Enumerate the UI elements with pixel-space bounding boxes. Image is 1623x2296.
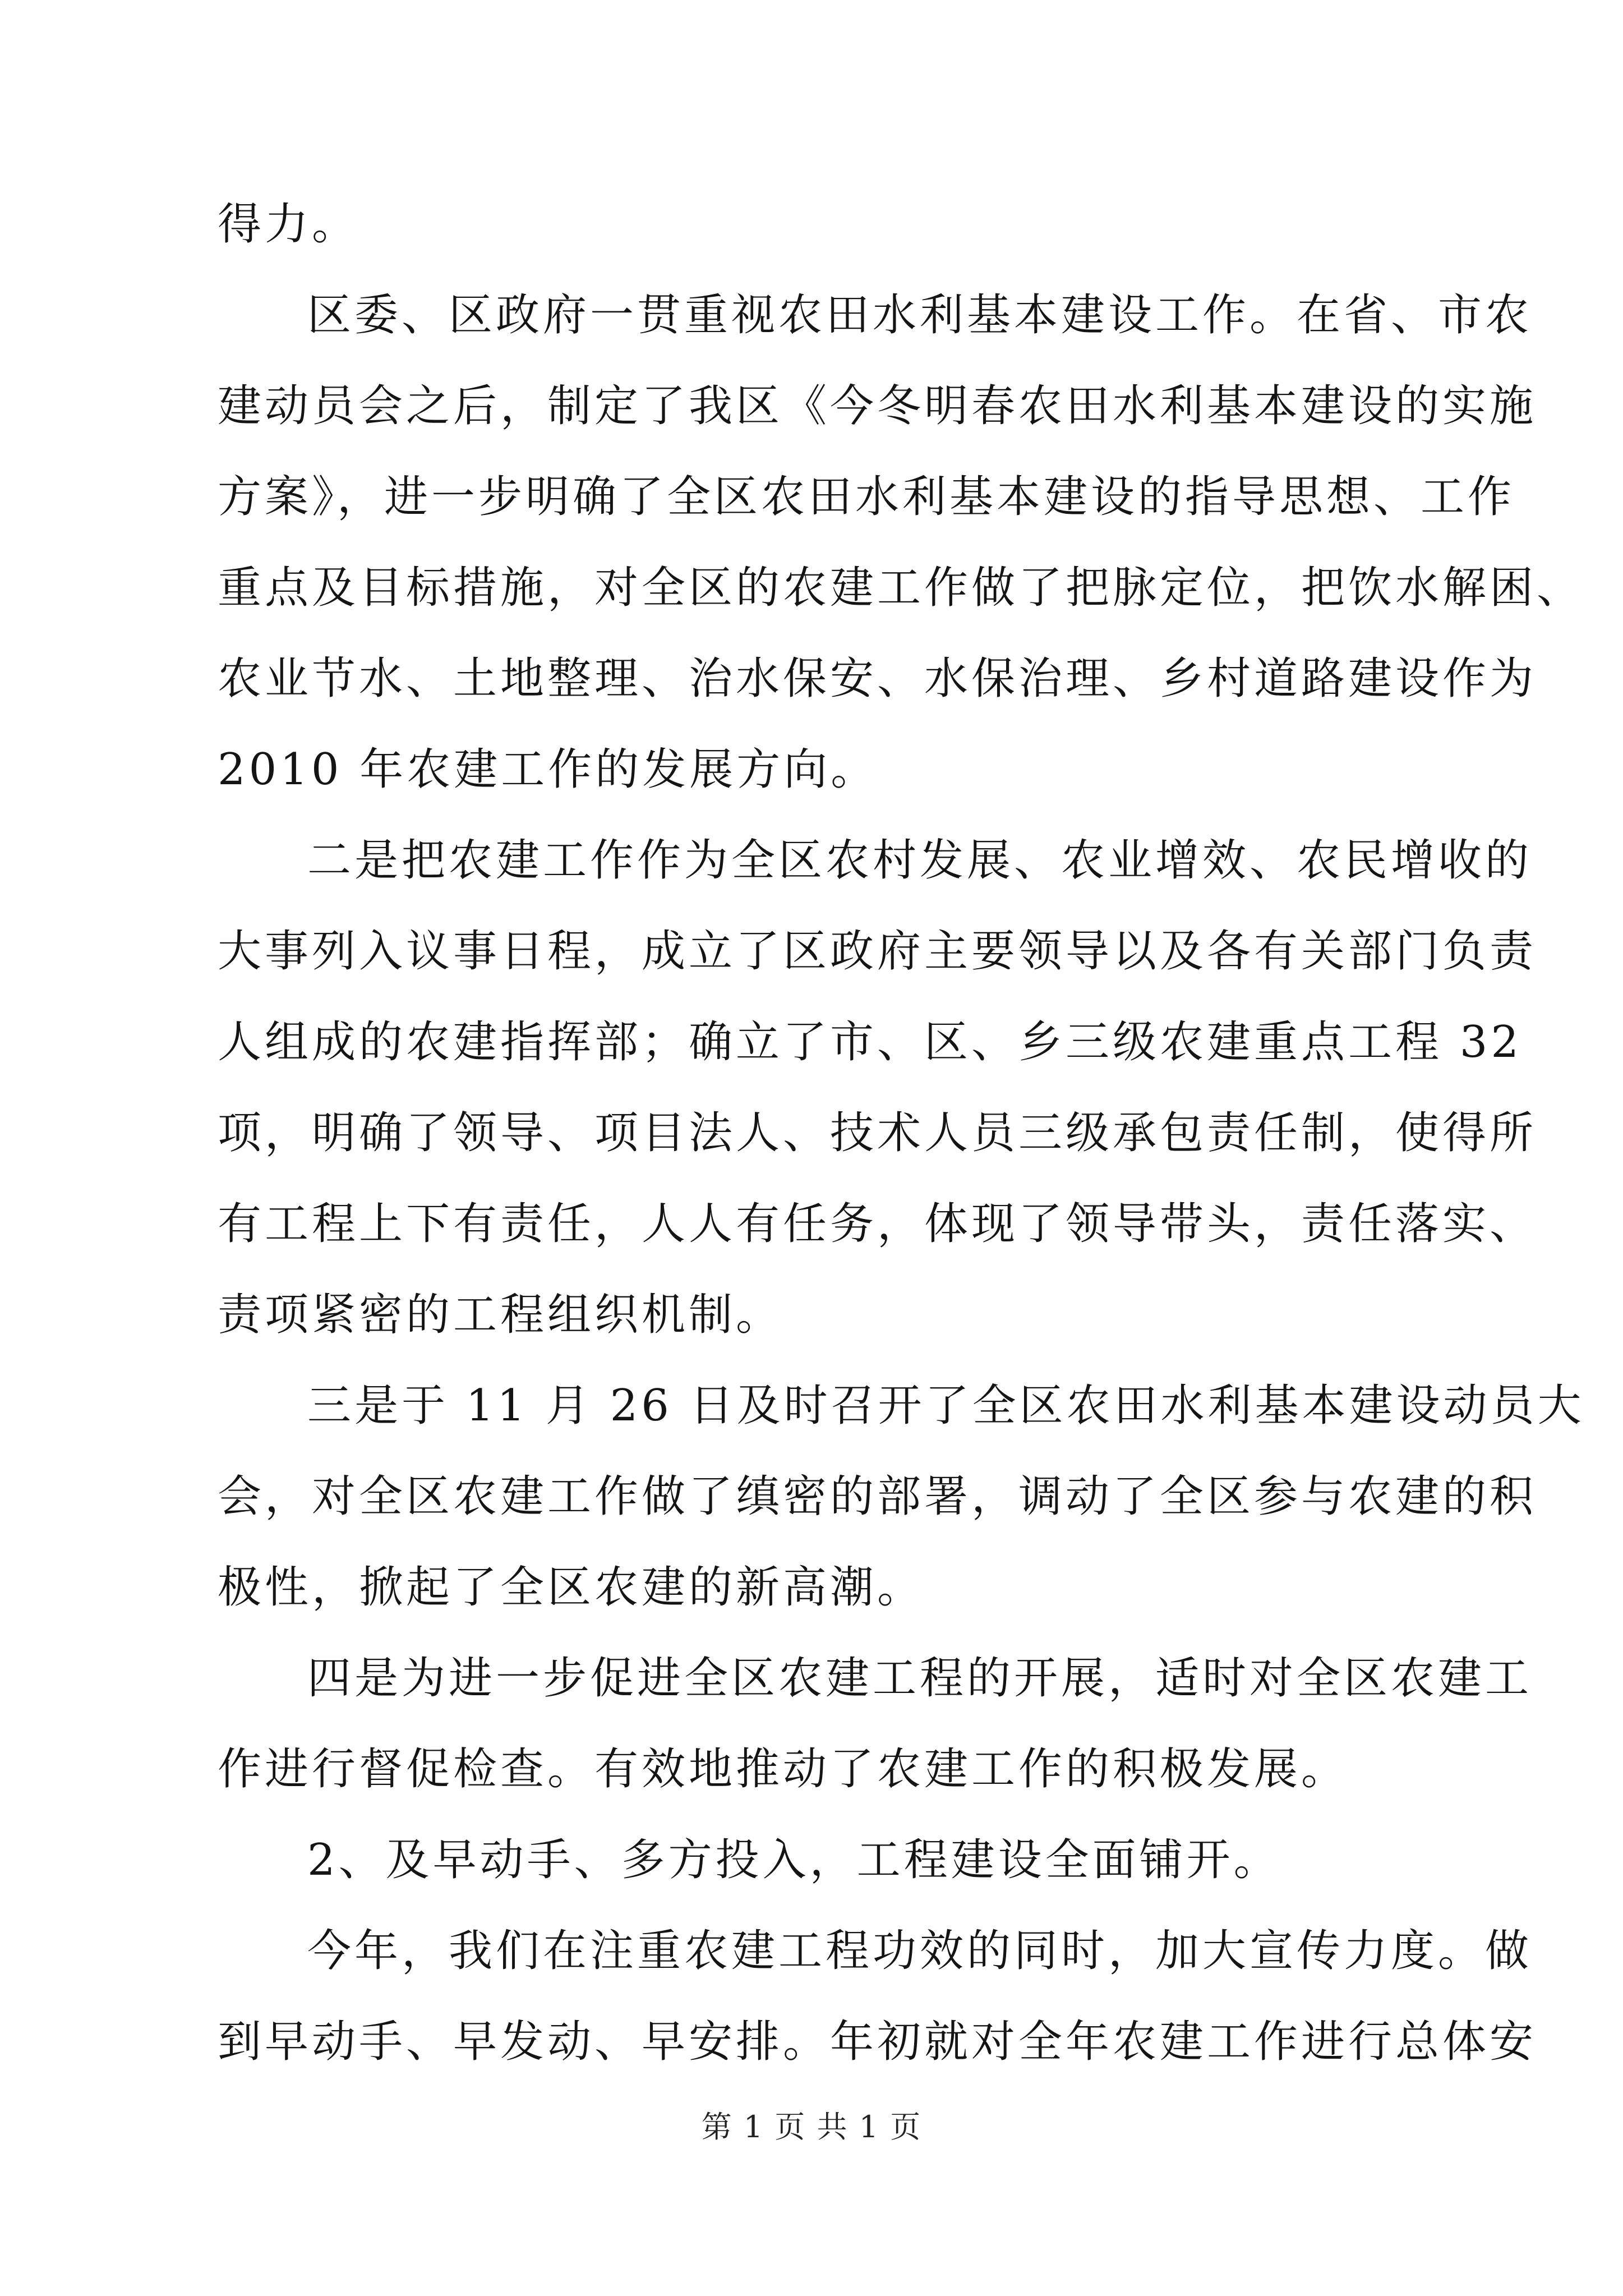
text-line: 2、及早动手、多方投入，工程建设全面铺开。 — [307, 1835, 1281, 1885]
text-line: 会，对全区农建工作做了缜密的部署，调动了全区参与农建的积 — [218, 1471, 1537, 1522]
text-line: 今年，我们在注重农建工程功效的同时，加大宣传力度。做 — [307, 1926, 1533, 1976]
text-line: 得力。 — [218, 199, 359, 250]
text-line: 大事列入议事日程，成立了区政府主要领导以及各有关部门负责 — [218, 926, 1537, 977]
text-line: 到早动手、早发动、早安排。年初就对全年农建工作进行总体安 — [218, 2017, 1537, 2067]
text-line: 有工程上下有责任，人人有任务，体现了领导带头，责任落实、 — [218, 1199, 1537, 1249]
text-line: 方案》，进一步明确了全区农田水利基本建设的指导思想、工作 — [218, 472, 1515, 522]
text-line: 二是把农建工作作为全区农村发展、农业增效、农民增收的 — [307, 835, 1533, 886]
text-line: 2010 年农建工作的发展方向。 — [218, 744, 878, 795]
page-number-footer: 第 1 页 共 1 页 — [701, 2109, 922, 2145]
text-line: 区委、区政府一贯重视农田水利基本建设工作。在省、市农 — [307, 290, 1533, 341]
text-line: 责项紧密的工程组织机制。 — [218, 1290, 783, 1340]
text-line: 项，明确了领导、项目法人、技术人员三级承包责任制，使得所 — [218, 1108, 1537, 1158]
text-line: 极性，掀起了全区农建的新高潮。 — [218, 1562, 925, 1613]
text-line: 重点及目标措施，对全区的农建工作做了把脉定位，把饮水解困、 — [218, 563, 1584, 613]
text-line: 作进行督促检查。有效地推动了农建工作的积极发展。 — [218, 1744, 1349, 1795]
text-line: 农业节水、土地整理、治水保安、水保治理、乡村道路建设作为 — [218, 654, 1537, 704]
text-line: 建动员会之后，制定了我区《今冬明春农田水利基本建设的实施 — [218, 381, 1537, 431]
text-line: 人组成的农建指挥部；确立了市、区、乡三级农建重点工程 32 — [218, 1017, 1523, 1068]
text-line: 四是为进一步促进全区农建工程的开展，适时对全区农建工 — [307, 1653, 1533, 1704]
text-line: 三是于 11 月 26 日及时召开了全区农田水利基本建设动员大 — [307, 1381, 1585, 1431]
